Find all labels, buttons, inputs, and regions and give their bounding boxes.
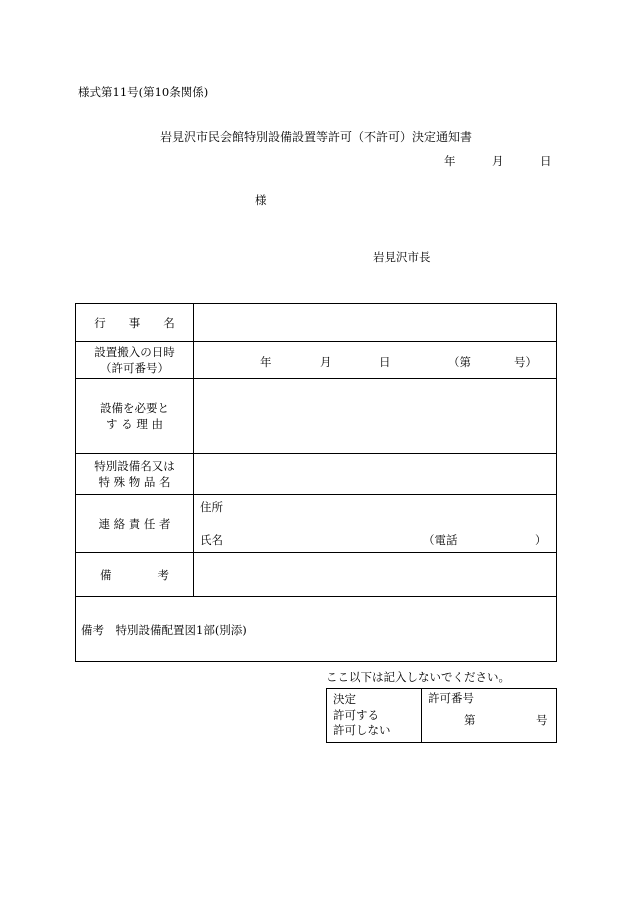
- row-footnote: [76, 597, 557, 662]
- remarks-label-text: 備 考: [100, 567, 169, 582]
- issuer: 岩見沢市長: [373, 250, 431, 264]
- decision-permit-option[interactable]: 許可する: [333, 707, 379, 722]
- equipment-label-line2: 特 殊 物 品 名: [98, 475, 171, 489]
- contact-name-label: 氏名: [200, 533, 223, 547]
- row-equipment: [76, 454, 557, 495]
- permit-number-prefix: （第: [448, 355, 471, 369]
- contact-label-text: 連 絡 責 任 者: [98, 516, 171, 531]
- row-event-name: [76, 304, 557, 342]
- decision-cell: [327, 689, 422, 743]
- document-title: 岩見沢市民会館特別設備設置等許可（不許可）決定通知書: [160, 130, 473, 144]
- date-month-label: 月: [492, 154, 504, 168]
- contact-address-label: 住所: [200, 500, 223, 514]
- permit-number-dai: 第: [464, 713, 476, 727]
- office-use-note: ここ以下は記入しないでください。: [326, 670, 510, 684]
- event-name-field[interactable]: [194, 304, 557, 342]
- event-name-label-text: 行 事 名: [94, 315, 175, 330]
- install-datetime-label-line1: 設置搬入の日時: [94, 345, 175, 359]
- decision-label: 決定: [333, 692, 356, 706]
- footnote-cell: [76, 597, 557, 662]
- install-datetime-label: [76, 342, 194, 379]
- event-name-label: [76, 304, 194, 342]
- remarks-field[interactable]: [194, 553, 557, 597]
- form-number: 様式第11号(第10条関係): [78, 85, 209, 99]
- install-datetime-field[interactable]: [194, 342, 557, 379]
- install-month-label: 月: [320, 355, 332, 369]
- date-day-label: 日: [540, 154, 552, 168]
- reason-label-line2: す る 理 由: [106, 417, 163, 431]
- row-contact: [76, 495, 557, 553]
- install-day-label: 日: [379, 355, 391, 369]
- contact-phone-close: ）: [535, 533, 547, 547]
- permit-number-label: 許可番号: [428, 691, 474, 705]
- contact-phone-open: （電話: [423, 533, 458, 547]
- contact-field[interactable]: [194, 495, 557, 553]
- install-year-label: 年: [260, 355, 272, 369]
- date-year-label: 年: [444, 154, 456, 168]
- equipment-label: [76, 454, 194, 495]
- row-reason: [76, 379, 557, 454]
- reason-label: [76, 379, 194, 454]
- permit-number-cell: [422, 689, 557, 743]
- addressee-suffix: 様: [255, 193, 267, 207]
- contact-label: [76, 495, 194, 553]
- install-datetime-label-line2: （許可番号）: [100, 361, 169, 375]
- office-use-table: [326, 688, 557, 743]
- equipment-field[interactable]: [194, 454, 557, 495]
- row-install-datetime: [76, 342, 557, 379]
- decision-deny-option[interactable]: 許可しない: [333, 723, 391, 737]
- reason-label-line1: 設備を必要と: [100, 401, 169, 415]
- footnote-text: 備考 特別設備配置図1部(別添): [81, 622, 247, 637]
- permit-number-go: 号: [536, 713, 548, 727]
- row-remarks: [76, 553, 557, 597]
- reason-field[interactable]: [194, 379, 557, 454]
- application-table: [75, 303, 557, 662]
- permit-number-suffix: 号）: [514, 355, 537, 369]
- equipment-label-line1: 特別設備名又は: [94, 459, 175, 473]
- remarks-label: [76, 553, 194, 597]
